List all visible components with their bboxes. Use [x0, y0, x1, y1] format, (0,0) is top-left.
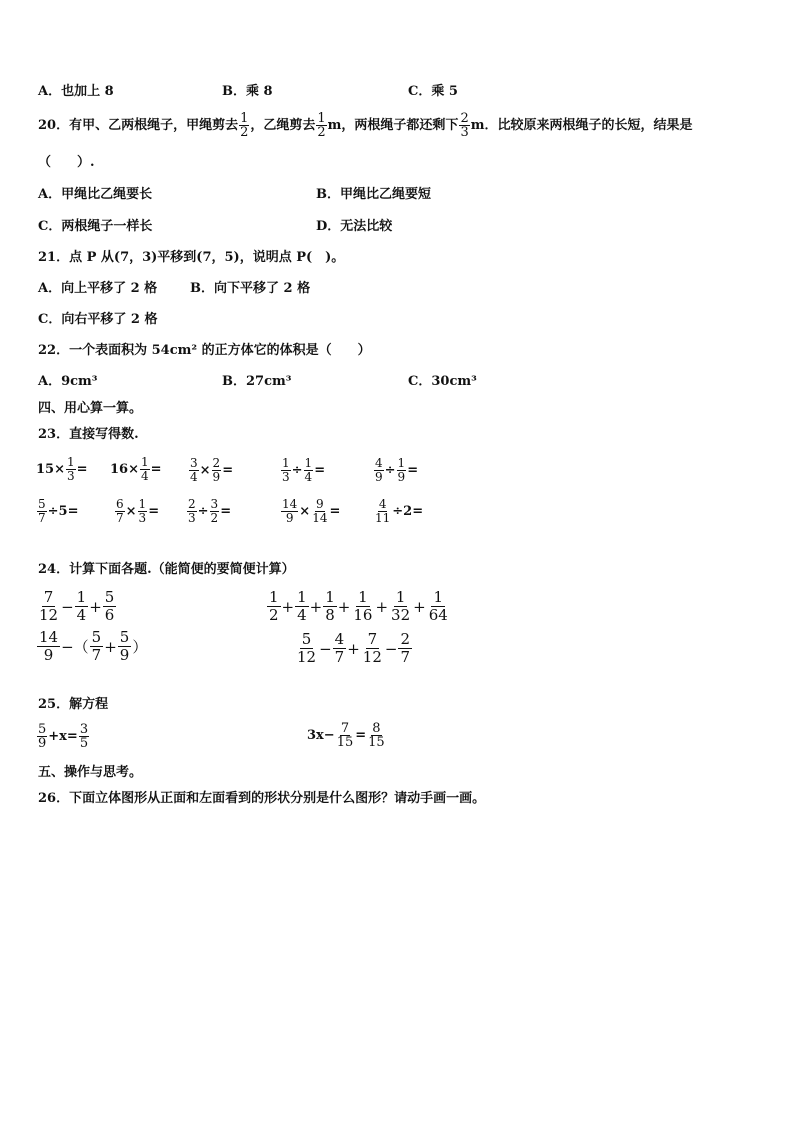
q20-fraction-2: $\frac{1}{2}$ [317, 111, 326, 140]
q25-equation-1: $\frac{5}{9}$ +x= $\frac{3}{5}$ [38, 722, 89, 751]
q19-option-c: C．乘 5 [408, 84, 458, 99]
q20-stem: 20．有甲、乙两根绳子，甲绳剪去 $\frac{1}{2}$ ，乙绳剪去 $\frac{1}{2}$ m，两根绳子都还剩下 $\frac{2}{3}$ m．比较原来两根绳子的长短，结果是 [38, 111, 693, 140]
q22-stem: 22．一个表面积为 54cm² 的正方体它的体积是（ ） [38, 343, 371, 358]
q20-option-d: D．无法比较 [316, 219, 393, 234]
q20-option-a: A．甲绳比乙绳要长 [38, 187, 153, 202]
q19-option-b: B．乘 8 [222, 84, 273, 99]
q23-stem: 23．直接写得数. [38, 427, 139, 442]
q23-expr-6: $\frac{5}{7}$ ÷5= [38, 497, 79, 525]
q21-option-c: C．向右平移了 2 格 [38, 312, 158, 327]
q23-expr-5: $\frac{4}{9}$ ÷ $\frac{1}{9}$ = [375, 456, 419, 484]
q20-answer-blank: （ ）. [38, 155, 95, 170]
q21-option-a: A．向上平移了 2 格 [38, 281, 158, 296]
q24-expr-1: $\frac{7}{12}$ − $\frac{1}{4}$ + $\frac{5}{6}$ [39, 588, 115, 624]
q22-option-a: A．9cm³ [38, 374, 98, 389]
q23-expr-9: $\frac{14}{9}$ × $\frac{9}{14}$ = [282, 497, 341, 525]
q20-option-c: C．两根绳子一样长 [38, 219, 153, 234]
q19-option-a: A．也加上 8 [38, 84, 114, 99]
section-4-heading: 四、用心算一算。 [38, 401, 143, 416]
q25-stem: 25．解方程 [38, 697, 109, 712]
q22-option-c: C．30cm³ [408, 374, 477, 389]
section-5-heading: 五、操作与思考。 [38, 765, 143, 780]
q22-option-b: B．27cm³ [222, 374, 292, 389]
q24-expr-4: $\frac{5}{12}$ − $\frac{4}{7}$ + $\frac{7}{12}$ − $\frac{2}{7}$ [297, 630, 411, 666]
q21-option-b: B．向下平移了 2 格 [190, 281, 311, 296]
q23-expr-2: 16× $\frac{1}{4}$ = [110, 455, 162, 483]
q23-expr-4: $\frac{1}{3}$ ÷ $\frac{1}{4}$ = [282, 456, 326, 484]
q21-stem: 21．点 P 从(7，3)平移到(7，5)，说明点 P( )。 [38, 250, 345, 265]
q20-option-b: B．甲绳比乙绳要短 [316, 187, 431, 202]
q24-stem: 24．计算下面各题.（能简便的要简便计算） [38, 562, 295, 577]
q26-stem: 26．下面立体图形从正面和左面看到的形状分别是什么图形？请动手画一画。 [38, 791, 486, 806]
q20-fraction-3: $\frac{2}{3}$ [460, 111, 469, 140]
q23-expr-7: $\frac{6}{7}$ × $\frac{1}{3}$ = [116, 497, 160, 525]
q20-fraction-1: $\frac{1}{2}$ [240, 111, 249, 140]
q23-expr-8: $\frac{2}{3}$ ÷ $\frac{3}{2}$ = [188, 497, 232, 525]
q23-expr-1: 15× $\frac{1}{3}$ = [36, 455, 88, 483]
q24-expr-3: $\frac{1}{2}$ + $\frac{1}{4}$ + $\frac{1}{8}$ + $\frac{1}{16}$ + $\frac{1}{32}$ + $\frac{1}{64}$ [269, 588, 448, 624]
q25-equation-2: 3x− $\frac{7}{15}$ = $\frac{8}{15}$ [307, 721, 385, 750]
q24-expr-2: $\frac{14}{9}$ −（ $\frac{5}{7}$ + $\frac{5}{9}$ ） [39, 628, 148, 664]
q23-expr-10: $\frac{4}{11}$ ÷2= [375, 497, 424, 525]
q23-expr-3: $\frac{3}{4}$ × $\frac{2}{9}$ = [190, 456, 234, 484]
